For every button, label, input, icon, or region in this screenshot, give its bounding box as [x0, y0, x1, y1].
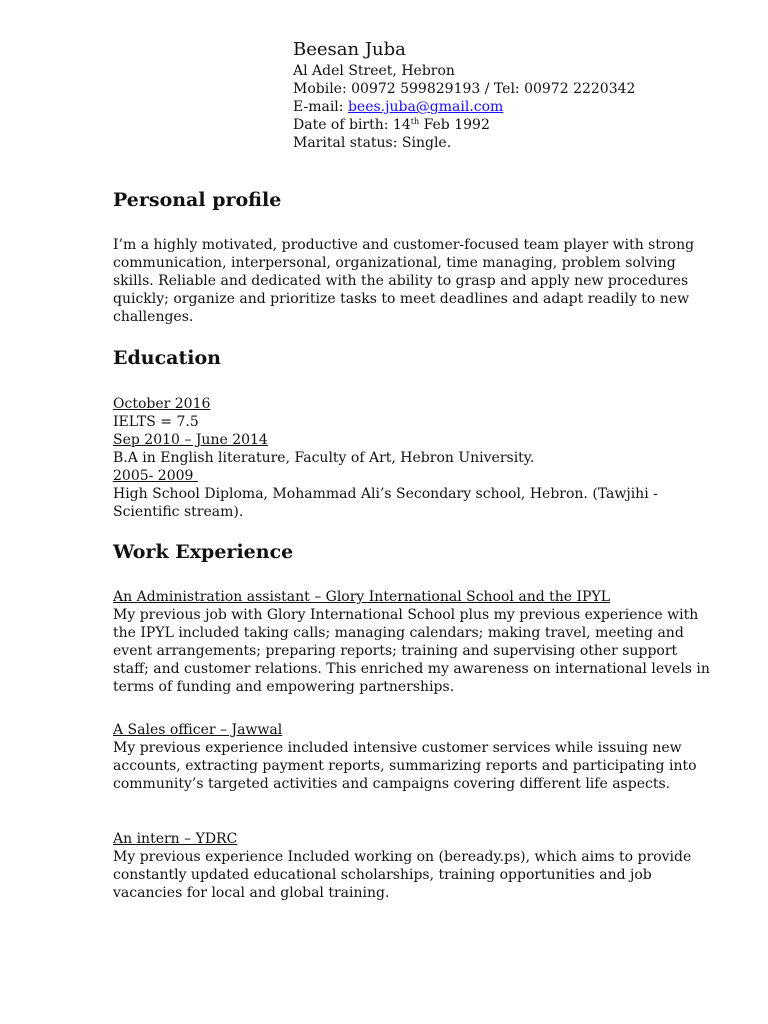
- work-section: [113, 540, 658, 564]
- job-description-line: the IPYL included taking calls; managing calendars; making travel, meeting and: [113, 625, 684, 641]
- dob-rest: Feb 1992: [419, 117, 490, 133]
- contact-block: [293, 38, 733, 152]
- education-detail: High School Diploma, Mohammad Ali’s Secondary school, Hebron. (Tawjihi -: [113, 486, 658, 502]
- profile-heading: Personal profile: [113, 189, 282, 211]
- education-heading: Education: [113, 347, 221, 369]
- job-title: An Administration assistant – Glory International School and the IPYL: [113, 589, 610, 605]
- education-detail: B.A in English literature, Faculty of Art, Hebron University.: [113, 450, 535, 466]
- education-detail: IELTS = 7.5: [113, 414, 199, 430]
- profile-text: [113, 236, 695, 326]
- work-heading: Work Experience: [113, 541, 294, 563]
- marital-status: Marital status: Single.: [293, 135, 452, 151]
- work-item: [113, 588, 710, 696]
- email-link[interactable]: bees.juba@gmail.com: [347, 99, 504, 115]
- job-description-line: My previous experience included intensive customer services while issuing new: [113, 740, 682, 756]
- candidate-name: Beesan Juba: [293, 39, 406, 60]
- profile-line: I’m a highly motivated, productive and customer-focused team player with strong: [113, 237, 695, 253]
- profile-line: quickly; organize and prioritize tasks to meet deadlines and adapt readily to new: [113, 291, 690, 307]
- work-item: [113, 721, 697, 793]
- phone-numbers: Mobile: 00972 599829193 / Tel: 00972 2220342: [293, 81, 636, 97]
- job-description-line: My previous experience Included working on (beready.ps), which aims to provide: [113, 849, 692, 865]
- job-description-line: event arrangements; preparing reports; training and supervising other support: [113, 643, 678, 659]
- email-label: E-mail:: [293, 99, 348, 115]
- education-detail: Scientific stream).: [113, 504, 244, 520]
- work-item: [113, 830, 692, 902]
- education-date: October 2016: [113, 396, 211, 412]
- education-list: [113, 395, 658, 521]
- address: Al Adel Street, Hebron: [293, 63, 455, 79]
- profile-line: challenges.: [113, 309, 194, 325]
- job-description-line: staff; and customer relations. This enriched my awareness on international levels in: [113, 661, 710, 677]
- date-of-birth: [293, 116, 733, 134]
- dob-label: Date of birth: 14: [293, 117, 411, 133]
- job-title: A Sales officer – Jawwal: [113, 722, 283, 738]
- education-date: Sep 2010 – June 2014: [113, 432, 268, 448]
- job-description-line: community’s targeted activities and campaigns covering different life aspects.: [113, 776, 671, 792]
- education-section: [113, 346, 658, 370]
- profile-line: skills. Reliable and dedicated with the ability to grasp and apply new procedures: [113, 273, 689, 289]
- job-description-line: vacancies for local and global training.: [113, 885, 390, 901]
- dob-ordinal: th: [410, 117, 420, 126]
- profile-section: [113, 188, 658, 212]
- job-description-line: accounts, extracting payment reports, summarizing reports and participating into: [113, 758, 697, 774]
- job-title: An intern – YDRC: [113, 831, 238, 847]
- profile-line: communication, interpersonal, organizational, time managing, problem solving: [113, 255, 676, 271]
- job-description-line: terms of funding and empowering partnerships.: [113, 679, 455, 695]
- education-date: 2005- 2009: [113, 468, 198, 484]
- job-description-line: My previous job with Glory International School plus my previous experience with: [113, 607, 699, 623]
- job-description-line: constantly updated educational scholarships, training opportunities and job: [113, 867, 652, 883]
- email-line: [293, 98, 733, 116]
